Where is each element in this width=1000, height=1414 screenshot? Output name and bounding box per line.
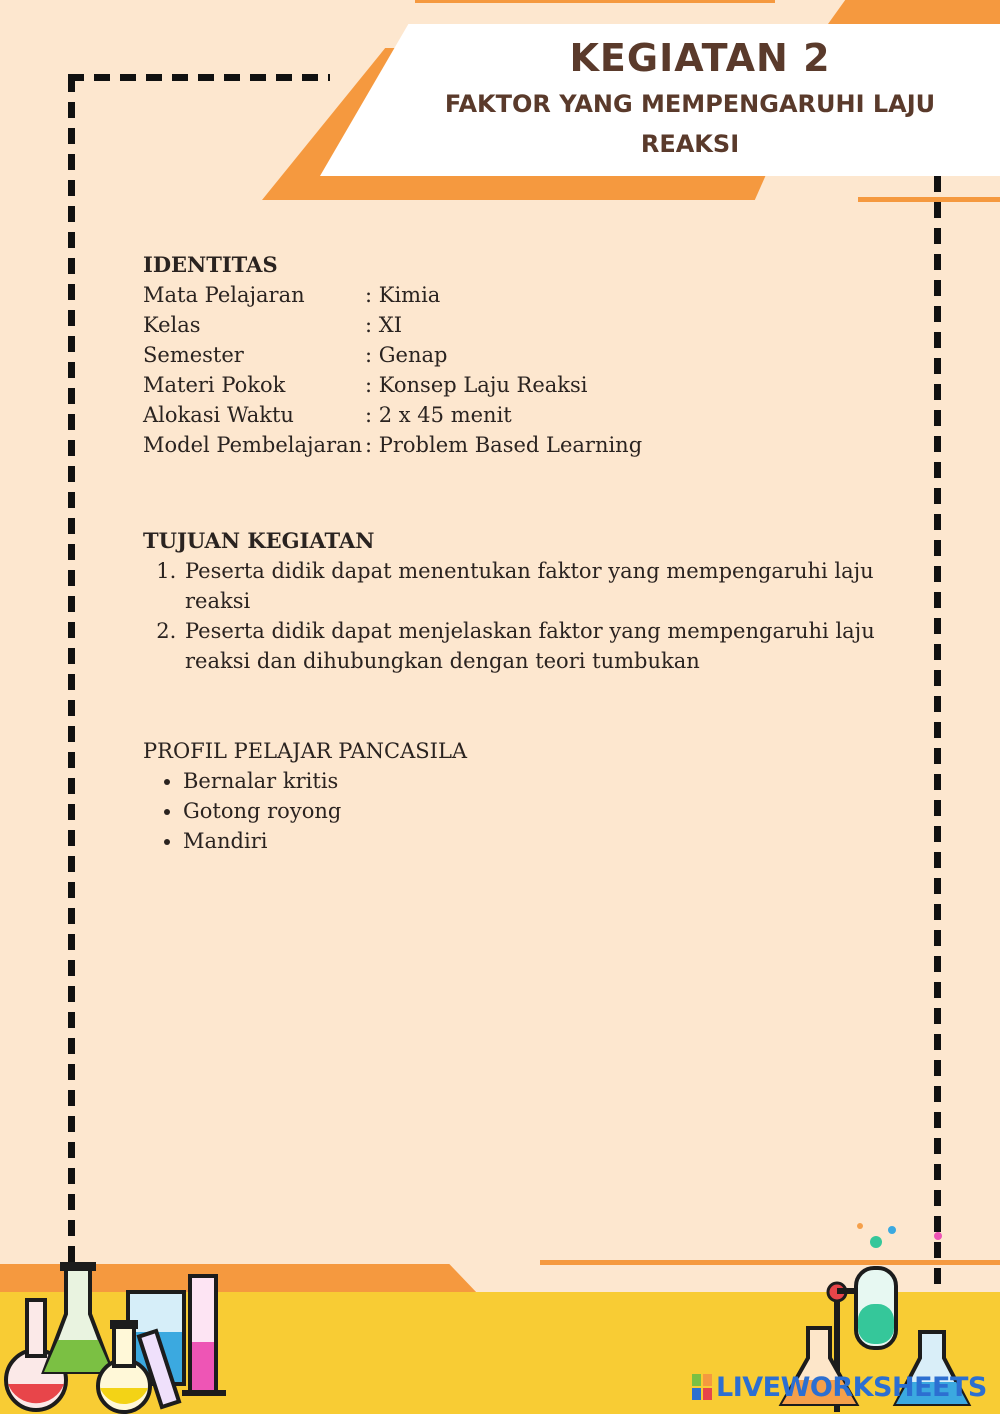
identitas-row [143, 370, 883, 400]
frame-dashed-left [68, 76, 75, 1276]
spacer [143, 676, 883, 736]
identitas-label: Mata Pelajaran [143, 283, 305, 307]
flask-icon [44, 1262, 112, 1372]
identitas-value: : XI [365, 313, 402, 337]
identitas-label: Materi Pokok [143, 373, 286, 397]
identitas-row [143, 400, 883, 430]
lab-glassware-left [0, 1262, 240, 1414]
subtitle-line-1: FAKTOR YANG MEMPENGARUHI LAJU [444, 90, 936, 118]
liveworksheets-brand [692, 1372, 987, 1403]
identitas-section [143, 250, 883, 460]
profil-item: • Bernalar kritis [183, 766, 883, 796]
identitas-row [143, 430, 883, 460]
profil-item: • Mandiri [183, 826, 883, 856]
identitas-heading: IDENTITAS [143, 252, 278, 277]
spacer [143, 460, 883, 526]
test-tube-icon [182, 1276, 226, 1396]
identitas-value: : Kimia [365, 283, 441, 307]
top-decor-strip [415, 0, 775, 3]
identitas-label: Semester [143, 343, 244, 367]
profil-heading: PROFIL PELAJAR PANCASILA [143, 739, 468, 763]
tujuan-section [143, 526, 883, 676]
content-area [143, 250, 883, 856]
tujuan-list [143, 556, 883, 676]
tujuan-heading: TUJUAN KEGIATAN [143, 528, 375, 553]
profil-item: • Gotong royong [183, 796, 883, 826]
brand-text: LIVEWORKSHEETS [716, 1372, 987, 1403]
identitas-row [143, 310, 883, 340]
profil-section [143, 736, 883, 856]
identitas-value: : Problem Based Learning [365, 433, 643, 457]
frame-dashed-right [934, 176, 941, 1286]
identitas-value: : 2 x 45 menit [365, 403, 512, 427]
page-title: KEGIATAN 2 [569, 36, 831, 80]
liveworksheets-logo-icon [692, 1374, 712, 1400]
identitas-row [143, 340, 883, 370]
subtitle-line-2: REAKSI [640, 130, 740, 158]
top-right-decor [828, 0, 1000, 24]
identitas-row [143, 280, 883, 310]
frame-dashed-top [68, 74, 330, 81]
header-right-line [858, 197, 1000, 202]
tujuan-item: 1. Peserta didik dapat menentukan faktor yang mempengaruhi laju reaksi [183, 556, 883, 616]
identitas-value: : Genap [365, 343, 448, 367]
identitas-label: Model Pembelajaran [143, 433, 363, 457]
identitas-label: Alokasi Waktu [143, 403, 294, 427]
page-subtitle [410, 84, 970, 164]
tujuan-item: 2. Peserta didik dapat menjelaskan faktor yang mempengaruhi laju reaksi dan dihubungkan dengan teori tumbukan [183, 616, 883, 676]
profil-list [143, 766, 883, 856]
test-tube-icon [856, 1268, 896, 1348]
identitas-value: : Konsep Laju Reaksi [365, 373, 588, 397]
identitas-label: Kelas [143, 313, 201, 337]
